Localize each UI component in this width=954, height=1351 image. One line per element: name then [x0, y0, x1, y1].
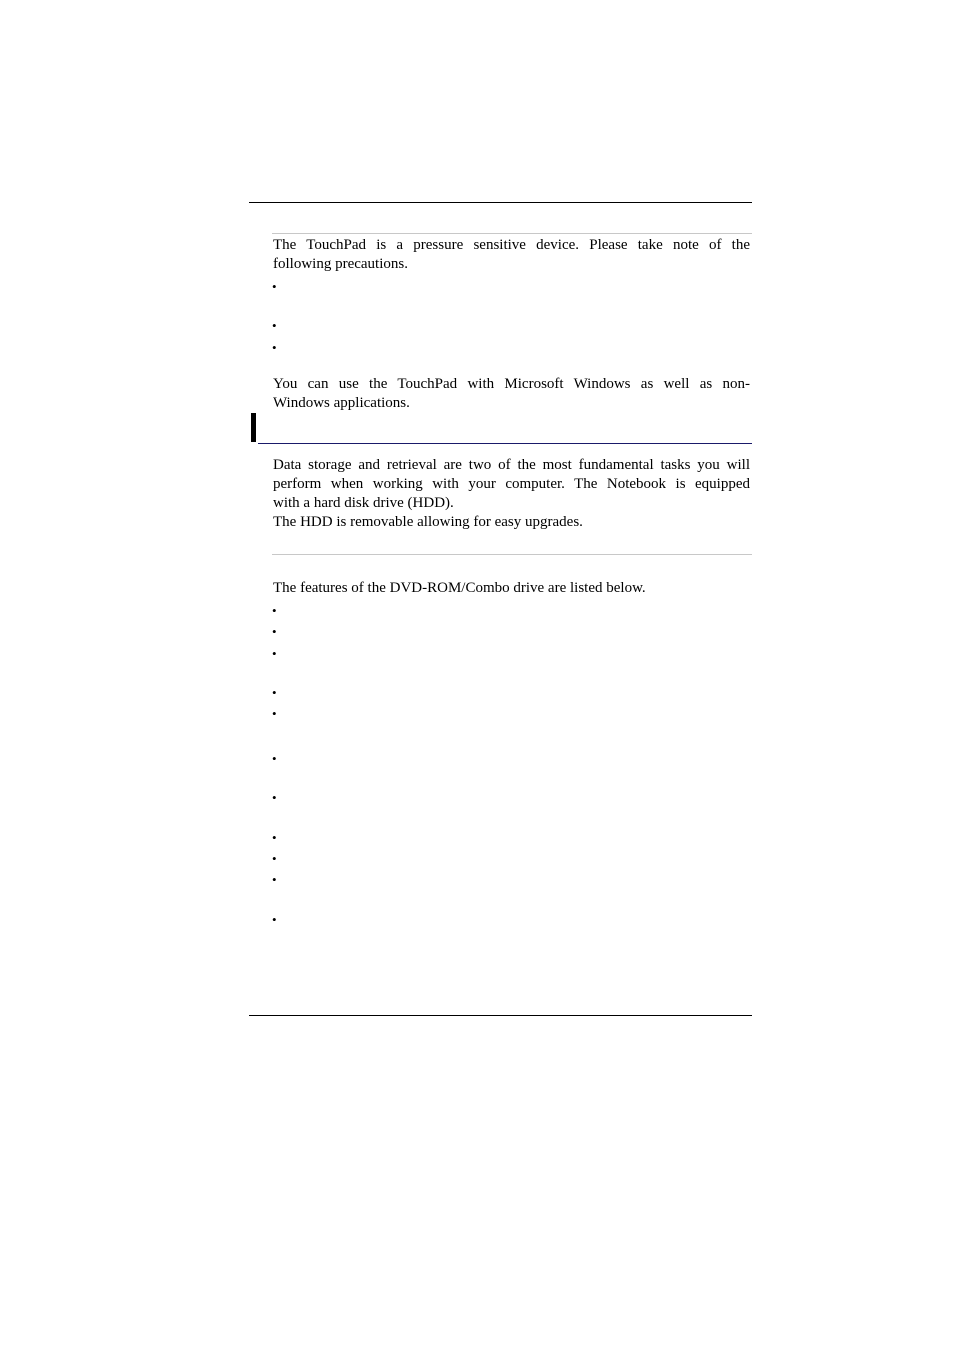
optical-bullet-6: • — [272, 751, 277, 766]
touchpad-usage-line-1: You can use the TouchPad with Microsoft Windows as well as non- — [273, 376, 750, 392]
touchpad-intro-line-1: The TouchPad is a pressure sensitive device. Please take note of the — [273, 237, 750, 253]
optical-bullet-3: • — [272, 646, 277, 661]
header-rule — [249, 202, 752, 203]
optical-bullet-4: • — [272, 685, 277, 700]
storage-line-2: perform when working with your computer. The Notebook is equipped — [273, 476, 750, 492]
storage-line-4: The HDD is removable allowing for easy upgrades. — [273, 514, 583, 530]
section-marker-bar — [251, 413, 256, 442]
storage-line-1: Data storage and retrieval are two of the most fundamental tasks you will — [273, 457, 750, 473]
optical-bullet-8: • — [272, 830, 277, 845]
touchpad-usage-line-2: Windows applications. — [273, 395, 410, 411]
optical-bullet-1: • — [272, 603, 277, 618]
touchpad-bullet-1: • — [272, 279, 277, 294]
touchpad-usage-paragraph — [273, 375, 750, 413]
optical-intro-paragraph — [273, 579, 750, 598]
touchpad-bullet-2: • — [272, 318, 277, 333]
touchpad-intro-paragraph — [273, 236, 750, 274]
optical-bullet-9: • — [272, 851, 277, 866]
storage-line-3: with a hard disk drive (HDD). — [273, 495, 454, 511]
optical-bullet-2: • — [272, 624, 277, 639]
touchpad-bullet-3: • — [272, 340, 277, 355]
storage-section-rule — [258, 443, 752, 444]
optical-bullet-11: • — [272, 912, 277, 927]
storage-paragraph — [273, 456, 750, 532]
touchpad-subsection-rule — [272, 233, 752, 234]
optical-bullet-7: • — [272, 790, 277, 805]
optical-bullet-10: • — [272, 872, 277, 887]
footer-rule — [249, 1015, 752, 1016]
optical-bullet-5: • — [272, 706, 277, 721]
touchpad-intro-line-2: following precautions. — [273, 256, 408, 272]
optical-intro-line: The features of the DVD-ROM/Combo drive are listed below. — [273, 580, 646, 596]
optical-subsection-rule — [272, 554, 752, 555]
